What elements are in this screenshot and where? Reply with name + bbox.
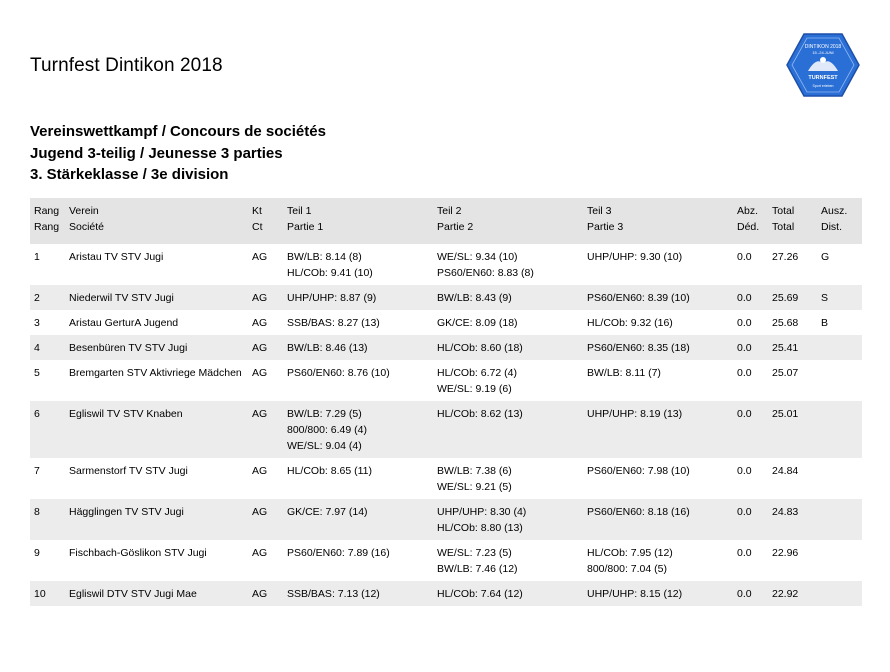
total-cell: 24.84 bbox=[768, 458, 817, 499]
part1-cell bbox=[283, 401, 433, 458]
column-header-fr: Total bbox=[772, 221, 795, 233]
score-entry: HL/COb: 8.80 (13) bbox=[437, 522, 523, 534]
score-entry: PS60/EN60: 8.83 (8) bbox=[437, 267, 534, 279]
part3-cell bbox=[583, 335, 733, 360]
total-cell: 25.69 bbox=[768, 285, 817, 310]
part2-cell bbox=[433, 499, 583, 540]
column-header bbox=[30, 198, 65, 244]
score-entry: 800/800: 6.49 (4) bbox=[287, 424, 367, 436]
club-cell: Hägglingen TV STV Jugi bbox=[65, 499, 248, 540]
logo-line1: DINTIKON 2018 bbox=[804, 44, 842, 50]
table-row bbox=[30, 335, 862, 360]
column-header-fr: Partie 1 bbox=[287, 221, 324, 233]
part1-cell bbox=[283, 581, 433, 606]
column-header-fr: Ct bbox=[252, 221, 263, 233]
score-entry: GK/CE: 7.97 (14) bbox=[287, 506, 368, 518]
total-cell: 25.07 bbox=[768, 360, 817, 401]
total-cell: 22.92 bbox=[768, 581, 817, 606]
table-row bbox=[30, 458, 862, 499]
club-cell: Sarmenstorf TV STV Jugi bbox=[65, 458, 248, 499]
table-row bbox=[30, 401, 862, 458]
deduction-cell: 0.0 bbox=[733, 540, 768, 581]
club-cell: Aristau TV STV Jugi bbox=[65, 244, 248, 285]
total-cell: 25.01 bbox=[768, 401, 817, 458]
results-table bbox=[30, 198, 862, 606]
award-cell bbox=[817, 540, 862, 581]
club-cell: Egliswil TV STV Knaben bbox=[65, 401, 248, 458]
part1-cell bbox=[283, 310, 433, 335]
award-cell bbox=[817, 401, 862, 458]
rank-cell: 8 bbox=[30, 499, 65, 540]
score-entry: UHP/UHP: 8.15 (12) bbox=[587, 588, 683, 600]
rank-cell: 3 bbox=[30, 310, 65, 335]
part3-cell bbox=[583, 458, 733, 499]
part1-cell bbox=[283, 244, 433, 285]
deduction-cell: 0.0 bbox=[733, 581, 768, 606]
score-entry: BW/LB: 8.14 (8) bbox=[287, 251, 362, 263]
score-entry: PS60/EN60: 8.18 (16) bbox=[587, 506, 690, 518]
column-header bbox=[768, 198, 817, 244]
club-cell: Bremgarten STV Aktivriege Mädchen bbox=[65, 360, 248, 401]
part3-cell bbox=[583, 310, 733, 335]
column-header-fr: Dist. bbox=[821, 221, 842, 233]
part1-cell bbox=[283, 285, 433, 310]
total-cell: 27.26 bbox=[768, 244, 817, 285]
club-cell: Aristau GerturA Jugend bbox=[65, 310, 248, 335]
rank-cell: 7 bbox=[30, 458, 65, 499]
table-body bbox=[30, 244, 862, 606]
part1-cell bbox=[283, 540, 433, 581]
part3-cell bbox=[583, 540, 733, 581]
column-header-de: Teil 1 bbox=[287, 205, 312, 217]
column-header-fr: Partie 3 bbox=[587, 221, 624, 233]
score-entry: HL/COb: 7.64 (12) bbox=[437, 588, 523, 600]
score-entry: PS60/EN60: 8.76 (10) bbox=[287, 367, 390, 379]
column-header-de: Teil 3 bbox=[587, 205, 612, 217]
score-entry: WE/SL: 9.21 (5) bbox=[437, 481, 512, 493]
column-header-fr: Partie 2 bbox=[437, 221, 474, 233]
rank-cell: 6 bbox=[30, 401, 65, 458]
canton-cell: AG bbox=[248, 285, 283, 310]
award-cell bbox=[817, 458, 862, 499]
score-entry: BW/LB: 7.29 (5) bbox=[287, 408, 362, 420]
part2-cell bbox=[433, 310, 583, 335]
score-entry: BW/LB: 8.43 (9) bbox=[437, 292, 512, 304]
part1-cell bbox=[283, 499, 433, 540]
score-entry: WE/SL: 9.34 (10) bbox=[437, 251, 518, 263]
score-entry: PS60/EN60: 7.89 (16) bbox=[287, 547, 390, 559]
deduction-cell: 0.0 bbox=[733, 499, 768, 540]
deduction-cell: 0.0 bbox=[733, 401, 768, 458]
part2-cell bbox=[433, 244, 583, 285]
rank-cell: 2 bbox=[30, 285, 65, 310]
score-entry: GK/CE: 8.09 (18) bbox=[437, 317, 518, 329]
logo-line2: 15.-24.JUNI bbox=[812, 50, 834, 55]
column-header bbox=[733, 198, 768, 244]
rank-cell: 4 bbox=[30, 335, 65, 360]
score-entry: UHP/UHP: 9.30 (10) bbox=[587, 251, 683, 263]
award-cell bbox=[817, 581, 862, 606]
part3-cell bbox=[583, 244, 733, 285]
part2-cell bbox=[433, 540, 583, 581]
column-header-fr: Société bbox=[69, 221, 105, 233]
score-entry: SSB/BAS: 8.27 (13) bbox=[287, 317, 380, 329]
column-header-de: Ausz. bbox=[821, 205, 848, 217]
total-cell: 24.83 bbox=[768, 499, 817, 540]
part2-cell bbox=[433, 401, 583, 458]
score-entry: HL/COb: 9.41 (10) bbox=[287, 267, 373, 279]
club-cell: Besenbüren TV STV Jugi bbox=[65, 335, 248, 360]
part3-cell bbox=[583, 401, 733, 458]
canton-cell: AG bbox=[248, 540, 283, 581]
competition-heading bbox=[30, 121, 326, 186]
column-header bbox=[65, 198, 248, 244]
canton-cell: AG bbox=[248, 458, 283, 499]
column-header-de: Total bbox=[772, 205, 795, 217]
score-entry: WE/SL: 9.04 (4) bbox=[287, 440, 362, 452]
club-cell: Egliswil DTV STV Jugi Mae bbox=[65, 581, 248, 606]
column-header-de: Verein bbox=[69, 205, 99, 217]
table-row bbox=[30, 244, 862, 285]
score-entry: BW/LB: 8.11 (7) bbox=[587, 367, 661, 379]
table-header-row bbox=[30, 198, 862, 244]
deduction-cell: 0.0 bbox=[733, 458, 768, 499]
deduction-cell: 0.0 bbox=[733, 285, 768, 310]
part3-cell bbox=[583, 499, 733, 540]
score-entry: HL/COb: 8.65 (11) bbox=[287, 465, 373, 477]
score-entry: UHP/UHP: 8.30 (4) bbox=[437, 506, 527, 518]
column-header bbox=[248, 198, 283, 244]
logo-line3: TURNFEST bbox=[808, 75, 838, 81]
part3-cell bbox=[583, 360, 733, 401]
table-row bbox=[30, 540, 862, 581]
column-header bbox=[433, 198, 583, 244]
part2-cell bbox=[433, 285, 583, 310]
part1-cell bbox=[283, 335, 433, 360]
logo-line4: Sport erleben bbox=[812, 84, 834, 88]
table-row bbox=[30, 360, 862, 401]
score-entry: HL/COb: 9.32 (16) bbox=[587, 317, 673, 329]
column-header-de: Abz. bbox=[737, 205, 759, 217]
rank-cell: 9 bbox=[30, 540, 65, 581]
deduction-cell: 0.0 bbox=[733, 244, 768, 285]
score-entry: PS60/EN60: 7.98 (10) bbox=[587, 465, 690, 477]
part3-cell bbox=[583, 581, 733, 606]
heading-line-2: Jugend 3-teilig / Jeunesse 3 parties bbox=[30, 144, 283, 162]
table-row bbox=[30, 285, 862, 310]
heading-line-1: Vereinswettkampf / Concours de sociétés bbox=[30, 123, 326, 140]
table-row bbox=[30, 310, 862, 335]
rank-cell: 5 bbox=[30, 360, 65, 401]
award-cell bbox=[817, 499, 862, 540]
part2-cell bbox=[433, 335, 583, 360]
score-entry: 800/800: 7.04 (5) bbox=[587, 563, 667, 575]
score-entry: PS60/EN60: 8.39 (10) bbox=[587, 292, 690, 304]
club-cell: Fischbach-Göslikon STV Jugi bbox=[65, 540, 248, 581]
score-entry: HL/COb: 8.62 (13) bbox=[437, 408, 523, 420]
column-header bbox=[283, 198, 433, 244]
hexagon-logo-icon bbox=[786, 33, 860, 97]
award-cell: S bbox=[817, 285, 862, 310]
part2-cell bbox=[433, 581, 583, 606]
award-cell bbox=[817, 335, 862, 360]
column-header-fr: Déd. bbox=[737, 221, 760, 233]
canton-cell: AG bbox=[248, 360, 283, 401]
score-entry: BW/LB: 7.46 (12) bbox=[437, 563, 518, 575]
score-entry: BW/LB: 8.46 (13) bbox=[287, 342, 368, 354]
club-cell: Niederwil TV STV Jugi bbox=[65, 285, 248, 310]
total-cell: 25.68 bbox=[768, 310, 817, 335]
canton-cell: AG bbox=[248, 401, 283, 458]
column-header bbox=[817, 198, 862, 244]
score-entry: BW/LB: 7.38 (6) bbox=[437, 465, 512, 477]
award-cell: B bbox=[817, 310, 862, 335]
canton-cell: AG bbox=[248, 310, 283, 335]
score-entry: UHP/UHP: 8.19 (13) bbox=[587, 408, 683, 420]
column-header bbox=[583, 198, 733, 244]
part1-cell bbox=[283, 458, 433, 499]
total-cell: 22.96 bbox=[768, 540, 817, 581]
score-entry: SSB/BAS: 7.13 (12) bbox=[287, 588, 380, 600]
score-entry: WE/SL: 7.23 (5) bbox=[437, 547, 512, 559]
canton-cell: AG bbox=[248, 335, 283, 360]
column-header-de: Rang bbox=[34, 205, 60, 217]
score-entry: HL/COb: 8.60 (18) bbox=[437, 342, 523, 354]
part1-cell bbox=[283, 360, 433, 401]
rank-cell: 10 bbox=[30, 581, 65, 606]
part2-cell bbox=[433, 458, 583, 499]
table-row bbox=[30, 581, 862, 606]
column-header-fr: Rang bbox=[34, 221, 60, 233]
award-cell: G bbox=[817, 244, 862, 285]
table-row bbox=[30, 499, 862, 540]
column-header-de: Teil 2 bbox=[437, 205, 462, 217]
part2-cell bbox=[433, 360, 583, 401]
page-title: Turnfest Dintikon 2018 bbox=[30, 55, 223, 76]
canton-cell: AG bbox=[248, 581, 283, 606]
heading-line-3: 3. Stärkeklasse / 3e division bbox=[30, 166, 229, 183]
award-cell bbox=[817, 360, 862, 401]
deduction-cell: 0.0 bbox=[733, 360, 768, 401]
score-entry: HL/COb: 7.95 (12) bbox=[587, 547, 673, 559]
total-cell: 25.41 bbox=[768, 335, 817, 360]
score-entry: HL/COb: 6.72 (4) bbox=[437, 367, 517, 379]
rank-cell: 1 bbox=[30, 244, 65, 285]
column-header-de: Kt bbox=[252, 205, 262, 217]
score-entry: UHP/UHP: 8.87 (9) bbox=[287, 292, 377, 304]
deduction-cell: 0.0 bbox=[733, 335, 768, 360]
part3-cell bbox=[583, 285, 733, 310]
deduction-cell: 0.0 bbox=[733, 310, 768, 335]
canton-cell: AG bbox=[248, 244, 283, 285]
score-entry: PS60/EN60: 8.35 (18) bbox=[587, 342, 690, 354]
canton-cell: AG bbox=[248, 499, 283, 540]
score-entry: WE/SL: 9.19 (6) bbox=[437, 383, 512, 395]
